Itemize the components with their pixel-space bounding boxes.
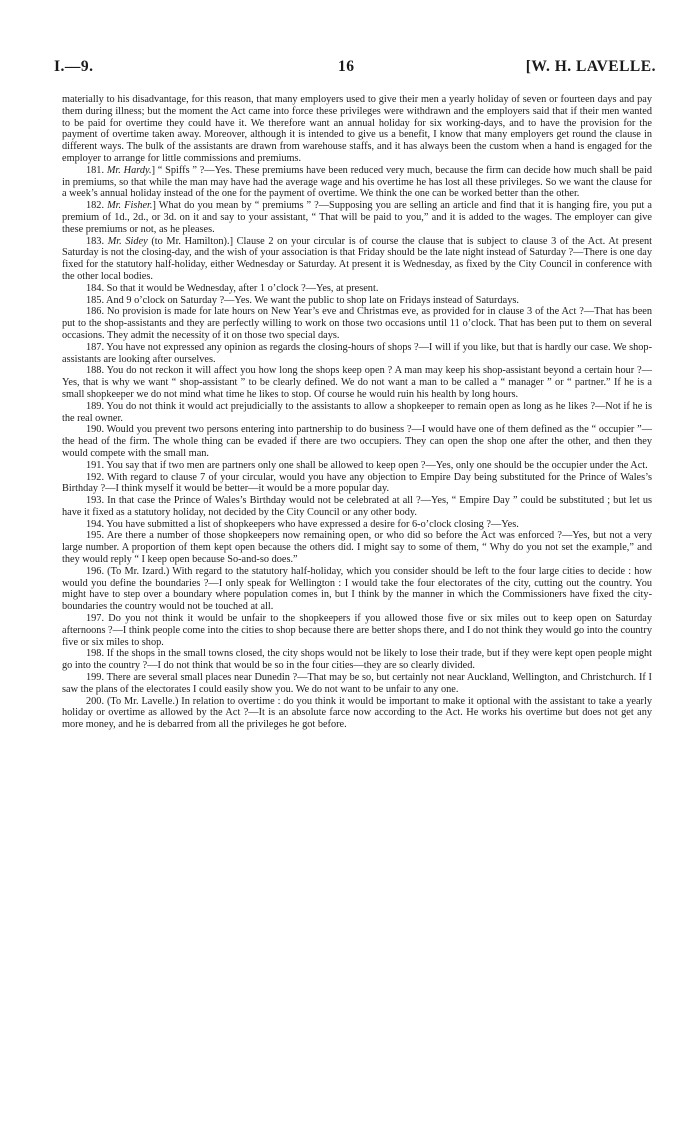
paragraph-188: 188. You do not reckon it will affect you how long the shops keep open ? A man may keep his shop-assistant beyond a certain hour ?—Yes, that is why we want “ shop-assistant ” to be clearly defined. We do not want a man to be called a “ manager ” or “ partner.” If he is a small shopkeeper we do not mind what time he likes to stop. Of course he would ruin his health by long hours. — [62, 365, 652, 400]
paragraph-182: 182. Mr. Fisher.] What do you mean by “ premiums ” ?—Supposing you are selling an article and find that it is hanging fire, you put a premium of 1d., 2d., or 3d. on it and say to your assistant, “ That will be paid to you,” and it is added to the wages. The employer can give these premiums or not, as he pleases. — [62, 200, 652, 235]
paragraph-189: 189. You do not think it would act prejudicially to the assistants to allow a shopkeeper to remain open as long as he likes ?—Not if he is the real owner. — [62, 400, 652, 424]
paragraph-199: 199. There are several small places near Dunedin ?—That may be so, but certainly not near Auckland, Wellington, and Christchurch. If I saw the plans of the electorates I could easily show you. We do not want to be unfair to any one. — [62, 672, 652, 695]
paragraph-197: 197. Do you not think it would be unfair to the shopkeepers if you allowed those five or six miles out to keep open on Saturday afternoons ?—I think people come into the cities to shop because there are better shops there, and I do not think they would go into the country five or six miles to shop. — [62, 613, 652, 648]
paragraph-198: 198. If the shops in the small towns closed, the city shops would not be likely to lose their trade, but if they were kept open people might go into the country ?—I do not think that would be so in the four cities—they are so clearly divided. — [62, 648, 652, 672]
paragraph-183: 183. Mr. Sidey (to Mr. Hamilton).] Clause 2 on your circular is of course the clause that is subject to clause 3 of the Act. At present Saturday is not the closing-day, and the wish of your association is that Friday should be the late night instead of Saturday ?—There is one day fixed for the statutory half-holiday, either Wednesday or Saturday. At present it is Wednesday, as fixed by the City Council in conference with the other local bodies. — [62, 235, 653, 282]
page-number: 16 — [338, 58, 355, 75]
paragraph-185: 185. And 9 o’clock on Saturday ?—Yes. We want the public to shop late on Fridays instead of Saturdays. — [86, 294, 519, 306]
witness-name: [W. H. LAVELLE. — [525, 58, 656, 75]
page-header — [54, 58, 656, 84]
paragraph-181: 181. Mr. Hardy.] “ Spiffs ” ?—Yes. These premiums have been reduced very much, because the firm can decide how much shall be paid in premiums, so that while the man may have had the average wage and his overtime he has lost all these privileges. So we want the clause for a week’s annual holiday instead of the one for the payment of overtime. We think the one can be worked better than the other. — [62, 164, 652, 200]
paragraph: materially to his disadvantage, for this reason, that many employers used to give their men a yearly holiday of seven or fourteen days and pay them during illness; but the moment the Act came into force these privileges were withdrawn and the employers said that if their men wanted to be paid for overtime they could have it. We therefore want an annual holiday for six working-days, and to have the provision for the payment of overtime taken away. Moreover, although it is intended to give us a benefit, I know that many employers get round the clause in different ways. The bulk of the assistants are drawn from warehouse staffs, and it has always been the custom when a hand is engaged for the employer to arrange for little commissions and premiums. — [62, 94, 652, 164]
document-reference: I.—9. — [54, 58, 94, 75]
paragraph-194: 194. You have submitted a list of shopkeepers who have expressed a desire for 6-o’clock closing ?—Yes. — [86, 518, 519, 530]
document-page — [54, 58, 656, 731]
paragraph-200: 200. (To Mr. Lavelle.) In relation to overtime : do you think it would be important to make it optional with the assistant to take a yearly holiday or overtime as allowed by the Act ?—It is an absolute farce now according to the Act. He works his overtime but does not get any more money, and he is debarred from all the privileges he got before. — [62, 695, 652, 731]
paragraph-184: 184. So that it would be Wednesday, after 1 o’clock ?—Yes, at present. — [86, 282, 379, 294]
paragraph-196: 196. (To Mr. Izard.) With regard to the statutory half-holiday, which you consider should be left to the four large cities to decide : how would you define the boundaries ?—I only speak for Wellington : I would take the four electorates of the city, cutting out the country. You might have to step over a boundary where population comes in, but I think by the manner in which the Commissioners have fixed the city-boundaries the country would not be touched at all. — [62, 565, 652, 613]
paragraph-186: 186. No provision is made for late hours on New Year’s eve and Christmas eve, as provided for in clause 3 of the Act ?—That has been put to the shop-assistants and they are perfectly willing to work on those two occasions until 11 o’clock. That has been put to them on several occasions. They admit the necessity of it on those two special days. — [62, 306, 652, 341]
paragraph-191: 191. You say that if two men are partners only one shall be allowed to keep open ?—Yes, only one should be the occupier under the Act. — [86, 459, 648, 471]
paragraph-187: 187. You have not expressed any opinion as regards the closing-hours of shops ?—I will if you like, but that is hardly our case. We shop-assistants are looking after ourselves. — [62, 341, 652, 365]
paragraph-190: 190. Would you prevent two persons entering into partnership to do business ?—I would have one of them defined as the “ occupier ”—the head of the firm. The whole thing can be evaded if there are two occupiers. They can open the shop one after the other, and then they would compete with the small man. — [62, 424, 652, 459]
paragraph-195: 195. Are there a number of those shopkeepers now remaining open, or who did so before the Act was enforced ?—Yes, but not a very large number. A proportion of them kept open because the others did. I might say to some of them, “ Why do you not set the example,” and they would reply “ I keep open because So-and-so does.” — [62, 530, 652, 566]
evidence-body — [62, 94, 652, 731]
paragraph-192: 192. With regard to clause 7 of your circular, would you have any objection to Empire Day being substituted for the Prince of Wales’s Birthday ?—I think myself it would be better—it would be a more popular day. — [62, 471, 652, 495]
paragraph-193: 193. In that case the Prince of Wales’s Birthday would not be celebrated at all ?—Yes, “ Empire Day ” could be substituted ; but let us have it fixed as a statutory holiday, not decided by the City Council or any other body. — [62, 495, 652, 518]
